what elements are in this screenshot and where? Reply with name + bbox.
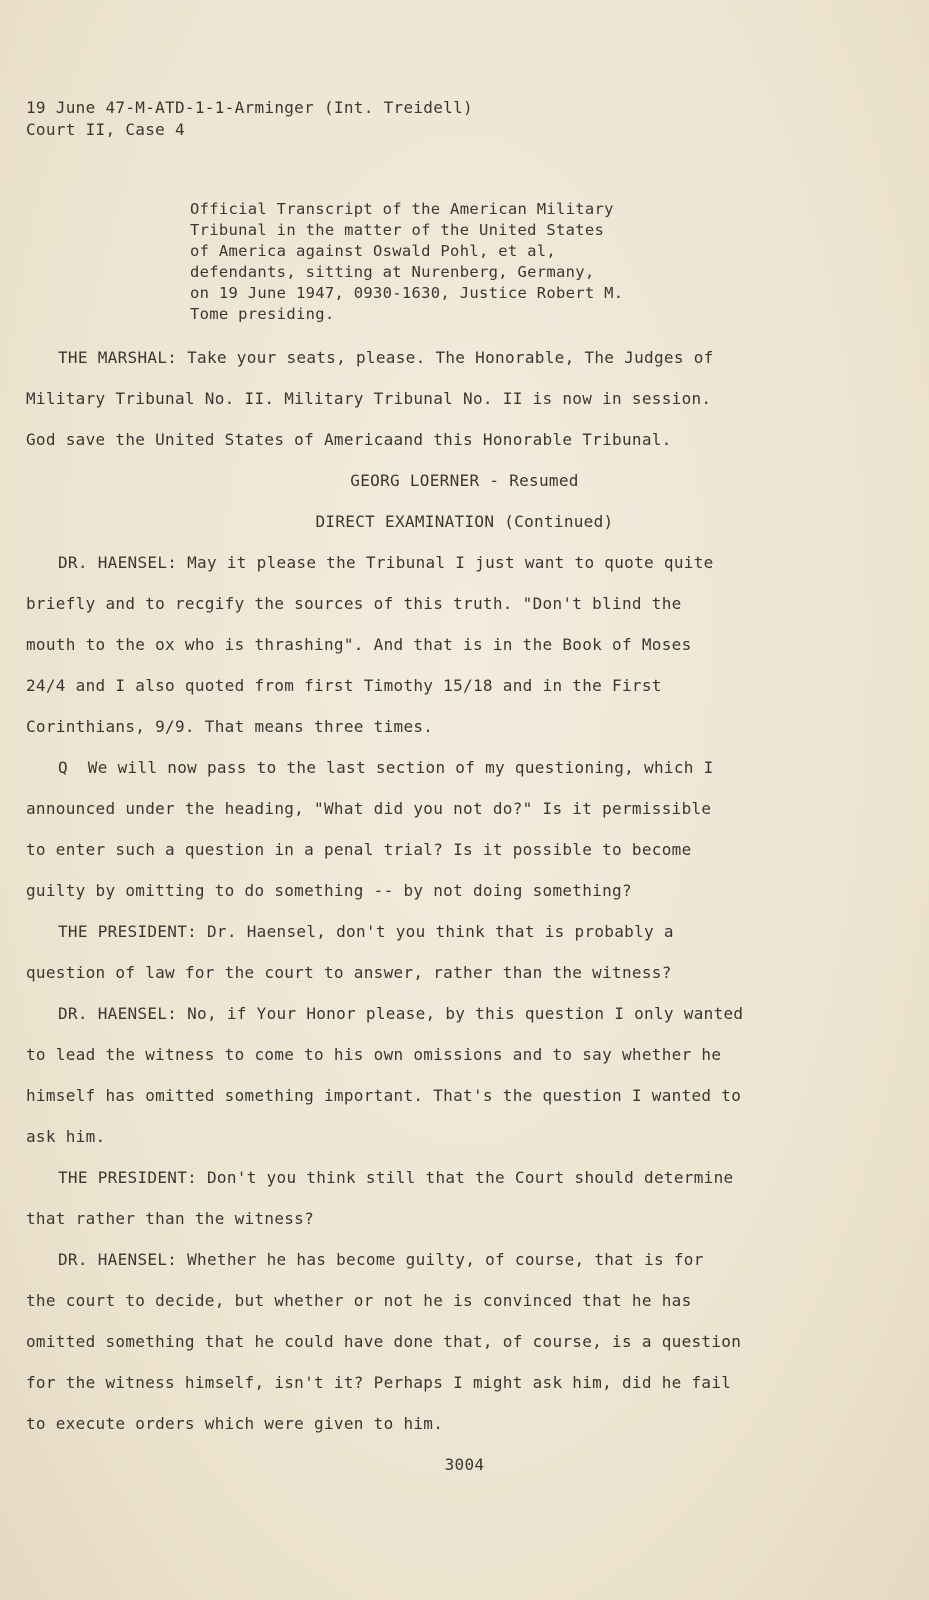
text-line: omitted something that he could have done that, of course, is a question	[26, 1332, 742, 1351]
header-line-1: 19 June 47-M-ATD-1-1-Arminger (Int. Treidell)	[26, 98, 473, 117]
header-line-2: Court II, Case 4	[26, 120, 185, 139]
text-line: THE PRESIDENT: Don't you think still that the Court should determine	[58, 1168, 734, 1187]
text-line: for the witness himself, isn't it? Perhaps I might ask him, did he fail	[26, 1373, 732, 1392]
text-line: Corinthians, 9/9. That means three times.	[26, 717, 434, 736]
examination-heading: DIRECT EXAMINATION (Continued)	[315, 512, 614, 531]
text-line: question of law for the court to answer, rather than the witness?	[26, 963, 672, 982]
text-line: DR. HAENSEL: No, if Your Honor please, by this question I only wanted	[58, 1004, 744, 1023]
caption-line: on 19 June 1947, 0930-1630, Justice Robert M.	[190, 284, 624, 302]
text-line: ask him.	[26, 1127, 106, 1146]
page-number: 3004	[444, 1455, 485, 1474]
caption-line: defendants, sitting at Nurenberg, Germany,	[190, 263, 595, 281]
text-line: DR. HAENSEL: May it please the Tribunal I just want to quote quite	[58, 553, 714, 572]
text-line: 24/4 and I also quoted from first Timothy 15/18 and in the First	[26, 676, 662, 695]
text-line: to execute orders which were given to him.	[26, 1414, 444, 1433]
caption-line: of America against Oswald Pohl, et al,	[190, 242, 557, 260]
caption-line: Tome presiding.	[190, 305, 335, 323]
caption-line: Tribunal in the matter of the United States	[190, 221, 605, 239]
witness-heading: GEORG LOERNER - Resumed	[350, 471, 579, 490]
text-line: to enter such a question in a penal trial? Is it possible to become	[26, 840, 692, 859]
text-line: God save the United States of Americaand this Honorable Tribunal.	[26, 430, 672, 449]
text-line: Military Tribunal No. II. Military Tribunal No. II is now in session.	[26, 389, 712, 408]
text-line: to lead the witness to come to his own omissions and to say whether he	[26, 1045, 722, 1064]
text-line: himself has omitted something important. That's the question I wanted to	[26, 1086, 742, 1105]
text-line: THE PRESIDENT: Dr. Haensel, don't you think that is probably a	[58, 922, 674, 941]
text-line: briefly and to recgify the sources of this truth. "Don't blind the	[26, 594, 682, 613]
caption-line: Official Transcript of the American Military	[190, 200, 614, 218]
text-line: Q We will now pass to the last section of my questioning, which I	[58, 758, 714, 777]
text-line: DR. HAENSEL: Whether he has become guilty, of course, that is for	[58, 1250, 704, 1269]
text-line: announced under the heading, "What did you not do?" Is it permissible	[26, 799, 712, 818]
text-line: that rather than the witness?	[26, 1209, 315, 1228]
text-line: guilty by omitting to do something -- by not doing something?	[26, 881, 632, 900]
text-line: mouth to the ox who is thrashing". And that is in the Book of Moses	[26, 635, 692, 654]
text-line: THE MARSHAL: Take your seats, please. The Honorable, The Judges of	[58, 348, 714, 367]
text-line: the court to decide, but whether or not he is convinced that he has	[26, 1291, 692, 1310]
